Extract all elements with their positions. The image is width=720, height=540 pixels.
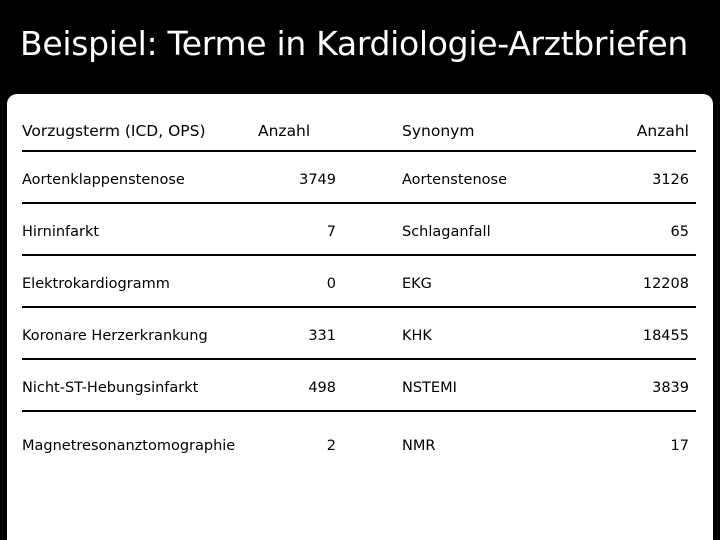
header-preferred-term: Vorzugsterm (ICD, OPS) — [22, 122, 206, 140]
table-row — [22, 256, 696, 308]
cell-count: 7 — [326, 224, 336, 240]
cell-synonym: KHK — [402, 328, 432, 344]
cell-term: Magnetresonanztomographie — [22, 438, 236, 454]
header-synonym: Synonym — [402, 122, 475, 140]
cell-term: Nicht-ST-Hebungsinfarkt — [22, 380, 199, 396]
content-panel — [7, 94, 713, 540]
cell-synonym: NMR — [402, 438, 436, 454]
table-row — [22, 204, 696, 256]
cell-synonym: Aortenstenose — [402, 172, 507, 188]
cell-count: 331 — [308, 328, 336, 344]
cell-synonym-count: 18455 — [642, 328, 689, 344]
cell-synonym-count: 12208 — [642, 276, 689, 292]
cell-synonym-count: 3126 — [652, 172, 689, 188]
cell-synonym-count: 65 — [670, 224, 689, 240]
cell-count: 498 — [308, 380, 336, 396]
cell-synonym: Schlaganfall — [402, 224, 491, 240]
cell-synonym-count: 17 — [670, 438, 689, 454]
cell-term: Hirninfarkt — [22, 224, 100, 240]
cell-count: 3749 — [299, 172, 336, 188]
header-count: Anzahl — [258, 122, 311, 140]
cell-count: 2 — [326, 438, 336, 454]
cell-term: Aortenklappenstenose — [22, 172, 185, 188]
header-synonym-count: Anzahl — [636, 122, 689, 140]
table-row — [22, 308, 696, 360]
cell-term: Koronare Herzerkrankung — [22, 328, 208, 344]
cell-term: Elektrokardiogramm — [22, 276, 170, 292]
table-row — [22, 412, 696, 472]
cell-count: 0 — [326, 276, 336, 292]
slide-title: Beispiel: Terme in Kardiologie-Arztbriefen — [20, 24, 689, 63]
table-header-row — [22, 94, 696, 152]
cell-synonym: NSTEMI — [402, 380, 457, 396]
table-row — [22, 360, 696, 412]
cell-synonym: EKG — [402, 276, 432, 292]
table-row — [22, 152, 696, 204]
cell-synonym-count: 3839 — [652, 380, 689, 396]
terms-table — [22, 94, 696, 472]
